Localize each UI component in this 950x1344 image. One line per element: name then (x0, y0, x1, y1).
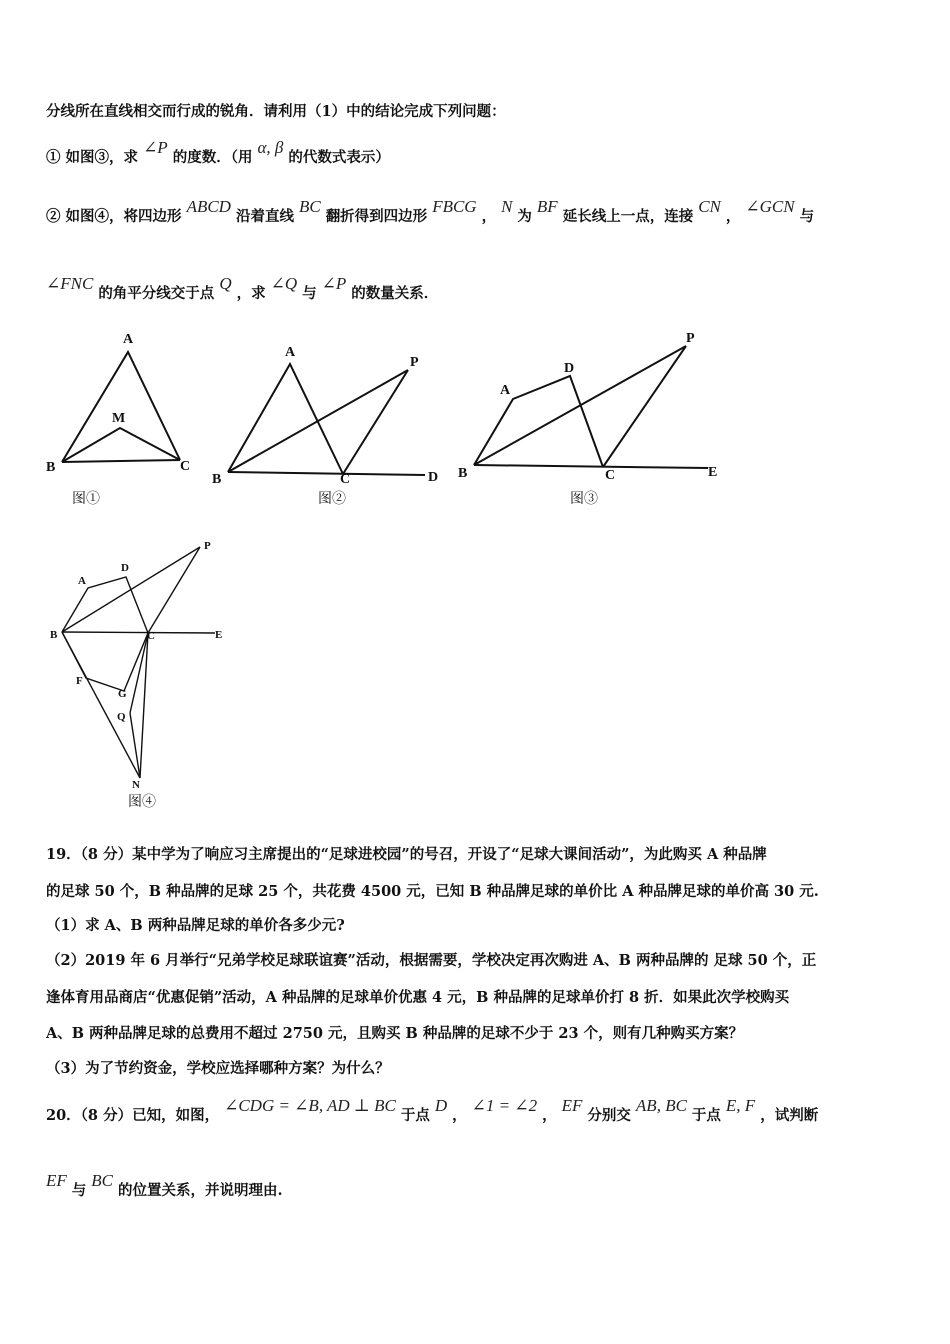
fig4-label-n: N (132, 779, 140, 791)
q20-i: 的位置关系，并说明理由. (118, 1182, 283, 1199)
q18-part2-b: 沿着直线 (235, 208, 294, 225)
fig2-triangle (228, 364, 343, 474)
fig3-label-d: D (564, 361, 575, 376)
q18-part2-c: 翻折得到四边形 (325, 208, 428, 225)
q18-part1-prefix: ① 如图③，求 (46, 149, 139, 166)
q18-part2 (46, 197, 815, 227)
q18-part2-h: 与 (799, 208, 815, 225)
math-fbcg: FBCG (432, 197, 477, 216)
q19-line3: （1）求 A、B 两种品牌足球的单价各多少元? (46, 917, 345, 934)
q18-line4-a: 的角平分线交于点 (98, 285, 215, 302)
q18-line4 (46, 274, 439, 304)
fig3-line-cp (603, 346, 686, 467)
figure-4 (40, 535, 240, 820)
math-cn: CN (698, 197, 721, 216)
figure-1 (46, 332, 190, 507)
fig4-line-be (62, 632, 215, 633)
fig4-label-e: E (215, 629, 223, 641)
q20-b: 于点 (400, 1107, 430, 1124)
fig4-line-cn (140, 633, 148, 778)
math-ab-bc: AB, BC (635, 1096, 687, 1115)
fig1-triangle-sides (62, 352, 180, 462)
math-fnc: ∠FNC (46, 274, 94, 293)
q20-d: ， (542, 1107, 557, 1124)
fig4-line-bn (62, 632, 140, 778)
fig4-label-b: B (50, 629, 58, 641)
fig3-label-c: C (605, 468, 616, 483)
q20-h: 与 (71, 1182, 87, 1199)
math-alpha-beta: α, β (257, 138, 284, 157)
fig1-label-c: C (180, 459, 191, 474)
math-e-f: E, F (725, 1096, 756, 1115)
q18-line4-b: ，求 (236, 285, 266, 302)
fig2-line-bd (228, 472, 425, 475)
math-angle-p2: ∠P (321, 274, 347, 293)
math-bc-2: BC (91, 1171, 114, 1190)
fig3-line-be (474, 465, 708, 468)
figure-3 (458, 331, 717, 507)
q19-line2: 的足球 50 个，B 种品牌的足球 25 个，共花费 4500 元，已知 B 种品牌足球的单价比 A 种品牌足球的单价高 30 元. (46, 883, 819, 900)
fig3-label-e: E (708, 465, 718, 480)
fig3-label-a: A (500, 383, 511, 398)
fig2-label-a: A (285, 345, 296, 360)
math-cdg-eq-b: ∠CDG = ∠B, AD ⊥ BC (224, 1096, 396, 1115)
fig4-label-c: C (147, 630, 155, 642)
fig1-label-a: A (123, 332, 134, 347)
math-angle1-eq-angle2: ∠1 = ∠2 (471, 1096, 538, 1115)
q18-part2-g: ， (725, 208, 741, 225)
math-angle-q: ∠Q (270, 274, 298, 293)
q20-c: ， (452, 1107, 467, 1124)
math-n: N (501, 197, 513, 216)
q20-g: ，试判断 (760, 1107, 819, 1124)
fig4-quad-fbcg (62, 632, 148, 691)
fig1-label-m: M (112, 411, 126, 426)
q18-part2-e: 为 (517, 208, 532, 225)
q19-line5: 逢体育用品商店“优惠促销”活动，A 种品牌的足球单价优惠 4 元，B 种品牌的足球单价打 8 折．如果此次学校购买 (46, 989, 790, 1006)
fig2-line-bp (228, 370, 408, 472)
q20-e: 分别交 (587, 1107, 631, 1124)
q19-line1: 19．（8 分）某中学为了响应习主席提出的“足球进校园”的号召，开设了“足球大课间活动”，为此购买 A 种品牌 (46, 846, 767, 863)
fig2-label-c: C (340, 472, 351, 487)
fig4-line-cp (148, 547, 200, 633)
fig4-label-p: P (204, 540, 211, 552)
fig2-line-cp (343, 370, 408, 474)
fig3-label-b: B (458, 466, 468, 481)
q20-a: 20．（8 分）已知，如图， (46, 1107, 220, 1124)
fig3-label-p: P (686, 331, 695, 346)
fig4-caption: 图④ (128, 794, 156, 810)
math-q: Q (219, 274, 232, 293)
math-gcn: ∠GCN (745, 197, 795, 216)
fig2-caption: 图② (318, 491, 346, 507)
q19-line7: （3）为了节约资金，学校应选择哪种方案？为什么？ (46, 1060, 390, 1077)
fig4-label-q: Q (117, 711, 126, 723)
fig4-label-d: D (121, 562, 129, 574)
math-abcd: ABCD (186, 197, 231, 216)
q19-line4: （2）2019 年 6 月举行“兄弟学校足球联谊赛”活动，根据需要，学校决定再次购进 A、B 两种品牌的 足球 50 个，正 (46, 952, 817, 969)
figures-row (40, 320, 760, 515)
q18-part2-a: ② 如图④，将四边形 (46, 208, 182, 225)
fig2-label-b: B (212, 472, 222, 487)
math-d: D (434, 1096, 448, 1115)
fig3-caption: 图③ (570, 491, 598, 507)
fig1-base (62, 460, 180, 462)
q18-part1-mid: 的度数．（用 (172, 149, 253, 166)
q18-line4-c: 与 (302, 285, 317, 302)
q20-line2 (46, 1171, 283, 1201)
fig1-caption: 图① (72, 491, 100, 507)
q20-line1 (46, 1096, 819, 1126)
math-angle-p: ∠P (143, 138, 168, 157)
math-ef-2: EF (46, 1171, 67, 1190)
math-ef: EF (561, 1096, 583, 1115)
q18-part1-suffix: 的代数式表示） (288, 149, 390, 166)
math-bf: BF (536, 197, 558, 216)
fig3-line-bp (474, 346, 686, 465)
q18-part1 (46, 138, 390, 168)
q19-line6: A、B 两种品牌足球的总费用不超过 2750 元，且购买 B 种品牌的足球不少于 23 个，则有几种购买方案？ (46, 1025, 744, 1042)
q20-f: 于点 (691, 1107, 721, 1124)
fig2-label-p: P (410, 355, 419, 370)
fig4-line-bp (62, 547, 200, 632)
q18-line4-d: 的数量关系． (351, 285, 439, 302)
fig4-label-f: F (76, 675, 83, 687)
q18-part2-d: ， (481, 208, 497, 225)
fig2-label-d: D (428, 470, 439, 485)
fig1-label-b: B (46, 460, 56, 475)
figure-2 (212, 345, 438, 507)
q18-part2-f: 延长线上一点，连接 (562, 208, 694, 225)
math-bc: BC (298, 197, 321, 216)
fig4-label-g: G (118, 688, 127, 700)
q18-line1: 分线所在直线相交而行成的锐角．请利用（1）中的结论完成下列问题： (46, 103, 506, 120)
fig4-label-a: A (78, 575, 86, 587)
